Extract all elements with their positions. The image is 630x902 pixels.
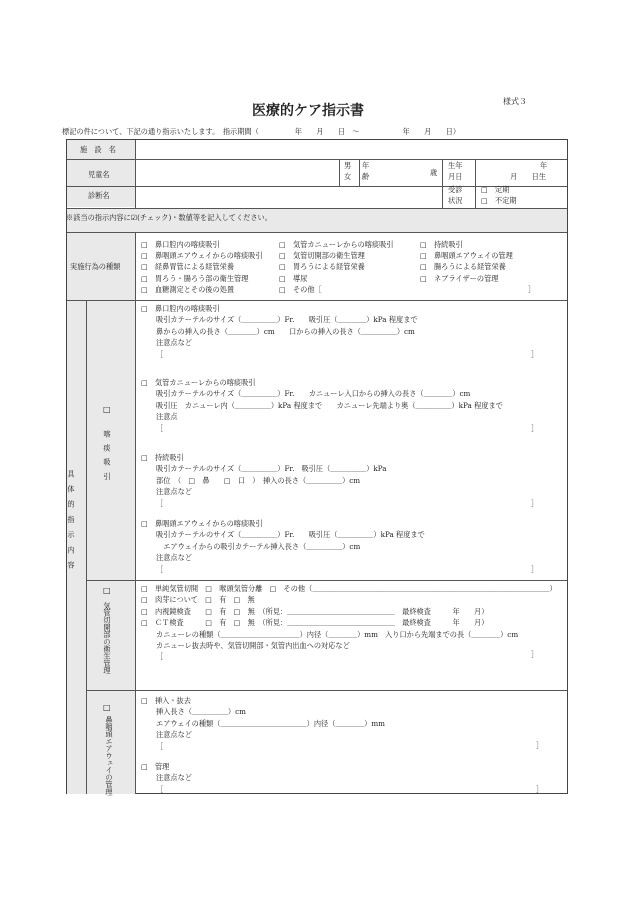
kind-item[interactable]: □ 鼻口腔内の喀痰吸引: [141, 240, 220, 249]
airway-manage-line: 注意点など: [156, 773, 192, 783]
kind-item: ］: [528, 284, 536, 294]
kind-item[interactable]: □ 胃ろう・腸ろう部の衛生管理: [141, 273, 249, 283]
suction-item-line: 注意点: [156, 412, 178, 422]
birth-label-1: 生年: [448, 161, 463, 170]
visit-irregular-checkbox[interactable]: □ 不定期: [481, 196, 517, 205]
birth-month-day: 月 日生: [510, 172, 546, 181]
airway-line: ［: [156, 741, 164, 751]
airway-line: エアウェイの種類（＿＿＿＿＿＿＿＿＿＿＿＿）内径（＿＿＿＿）mm: [156, 718, 385, 728]
age-sai: 歳: [430, 168, 438, 177]
suction-item-line: 注意点など: [156, 487, 192, 497]
kind-item[interactable]: □ 腸ろうによる経管栄養: [420, 262, 506, 272]
suction-item-line: ［: [156, 423, 164, 433]
birth-label-2: 月日: [448, 172, 463, 181]
suction-label: 喀痰吸引: [103, 430, 112, 487]
page-title: 医療的ケア指示書: [252, 103, 364, 119]
trach-label: 気管切開部の衛生管理: [103, 602, 112, 674]
airway-manage-line: ［: [156, 784, 164, 794]
airway-line[interactable]: □ 挿入・抜去: [141, 696, 191, 705]
kind-item[interactable]: □ ネブライザーの管理: [420, 273, 499, 283]
suction-item-line: 注意点など: [156, 553, 192, 563]
sex-male: 男: [344, 161, 352, 170]
sex-female: 女: [344, 172, 352, 181]
suction-close-bracket: ］: [531, 423, 539, 433]
suction-item-line: 吸引カテーテルのサイズ（＿＿＿＿＿）Fr. 吸引圧（＿＿＿＿＿）kPa 程度まで: [156, 530, 425, 540]
trach-close: ］: [531, 650, 539, 659]
trach-line: ［: [156, 652, 164, 662]
suction-item-checkbox[interactable]: □ 持続吸引: [141, 453, 184, 462]
facility-label: 施 設 名: [80, 145, 116, 154]
trach-line[interactable]: □ 肉芽について □ 有 □ 無: [141, 595, 255, 605]
airway-manage-line[interactable]: □ 管理: [141, 762, 170, 771]
suction-item-line: 吸引カテーテルのサイズ（＿＿＿＿＿）Fr. カニューレ入口からの挿入の長さ（＿＿＿＿）cm: [156, 389, 471, 399]
trach-line[interactable]: □ 内視鏡検査 □ 有 □ 無 （所見：＿＿＿＿＿＿＿＿＿＿＿＿＿＿＿ 最終検査 年 月）: [141, 606, 489, 616]
kinds-label: 実施行為の種類: [70, 262, 121, 271]
child-name-label: 児童名: [88, 170, 110, 179]
birth-year: 年: [540, 161, 548, 170]
suction-item-line: ［: [156, 349, 164, 359]
suction-item-line: ［: [156, 498, 164, 508]
suction-close-bracket: ］: [531, 498, 539, 508]
diagnosis-label: 診断名: [88, 191, 110, 200]
kind-item[interactable]: □ 持続吸引: [420, 240, 463, 249]
trach-line[interactable]: □ ＣＴ検査 □ 有 □ 無 （所見：＿＿＿＿＿＿＿＿＿＿＿＿＿＿＿ 最終検査 年 月）: [141, 618, 489, 628]
kind-item[interactable]: □ 鼻咽頭エアウェイの管理: [420, 251, 513, 261]
trach-line[interactable]: □ 単純気管切開 □ 喉頭気管分離 □ その他（＿＿＿＿＿＿＿＿＿＿＿＿＿＿＿＿＿＿＿＿＿＿＿＿＿＿＿＿＿＿＿＿＿）: [141, 584, 557, 593]
kind-item[interactable]: □ 気管カニューレからの喀痰吸引: [279, 240, 394, 249]
detail-section-label: 具体的指示内容: [67, 470, 76, 577]
kind-item[interactable]: □ 経鼻胃管による経管栄養: [141, 262, 235, 272]
kind-item[interactable]: □ 導尿: [279, 273, 308, 283]
suction-close-bracket: ］: [531, 349, 539, 359]
age-label-2: 齢: [362, 172, 370, 181]
kind-item[interactable]: □ その他［: [279, 284, 322, 294]
intro-text: 標記の件について、下記の通り指示いたします。 指示期間（ 年 月 日 ～ 年 月 日）: [62, 127, 461, 136]
airway-close-bracket: ］: [536, 741, 544, 750]
kind-item[interactable]: □ 気管切開部の衛生管理: [279, 251, 365, 261]
suction-item-line: 吸引カテーテルのサイズ（＿＿＿＿＿）Fr. 吸引圧（＿＿＿＿）kPa 程度まで: [156, 315, 418, 325]
age-label-1: 年: [362, 161, 370, 170]
visit-label-2: 状況: [448, 196, 463, 205]
suction-checkbox[interactable]: □: [103, 405, 111, 414]
airway-checkbox[interactable]: □: [103, 703, 111, 712]
suction-item-line: 部位 （ □ 鼻 □ 口 ） 挿入の長さ（＿＿＿＿＿）cm: [156, 475, 361, 485]
airway-close-bracket: ］: [536, 785, 544, 794]
suction-close-bracket: ］: [531, 564, 539, 574]
trach-line: カニューレ抜去時や、気管切開部・気管内出血への対応など: [156, 641, 350, 650]
kind-item[interactable]: □ 鼻咽頭エアウェイからの喀痰吸引: [141, 251, 263, 261]
suction-item-checkbox[interactable]: □ 鼻咽頭エアウェイからの喀痰吸引: [141, 519, 263, 528]
kind-item[interactable]: □ 胃ろうによる経管栄養: [279, 262, 365, 272]
suction-item-line: 鼻からの挿入の長さ（＿＿＿＿）cm 口からの挿入の長さ（＿＿＿＿＿）cm: [156, 326, 415, 336]
suction-item-line: ［: [156, 564, 164, 574]
suction-item-line: エアウェイからの吸引カテーテル挿入長さ（＿＿＿＿＿）cm: [156, 541, 361, 551]
suction-item-line: 吸引圧 カニューレ内（＿＿＿＿＿）kPa 程度まで カニューレ先端より奥（＿＿＿＿＿）kPa 程度まで: [156, 400, 503, 410]
airway-line: 挿入長さ（＿＿＿＿＿）cm: [156, 707, 246, 717]
suction-item-line: 吸引カテーテルのサイズ（＿＿＿＿＿）Fr. 吸引圧（＿＿＿＿＿）kPa: [156, 464, 387, 474]
trach-line: カニューレの種類（＿＿＿＿＿＿＿＿＿＿＿）内径（＿＿＿＿）mm 入り口から先端までの長（＿＿＿＿）cm: [156, 629, 519, 639]
suction-item-checkbox[interactable]: □ 鼻口腔内の喀痰吸引: [141, 304, 220, 313]
trach-checkbox[interactable]: □: [103, 586, 111, 595]
visit-label-1: 受診: [448, 185, 463, 194]
kind-item[interactable]: □ 血糖測定とその後の処置: [141, 284, 235, 294]
suction-item-line: 注意点など: [156, 338, 192, 348]
instruction-note: ※該当の指示内容に☑(チェック)・数値等を記入してください。: [66, 213, 272, 222]
form-number: 様式３: [503, 97, 527, 106]
visit-regular-checkbox[interactable]: □ 定期: [481, 185, 510, 194]
airway-label: 鼻咽頭エアウェイの管理: [105, 716, 114, 796]
airway-line: 注意点など: [156, 730, 192, 740]
suction-item-checkbox[interactable]: □ 気管カニューレからの喀痰吸引: [141, 378, 256, 387]
